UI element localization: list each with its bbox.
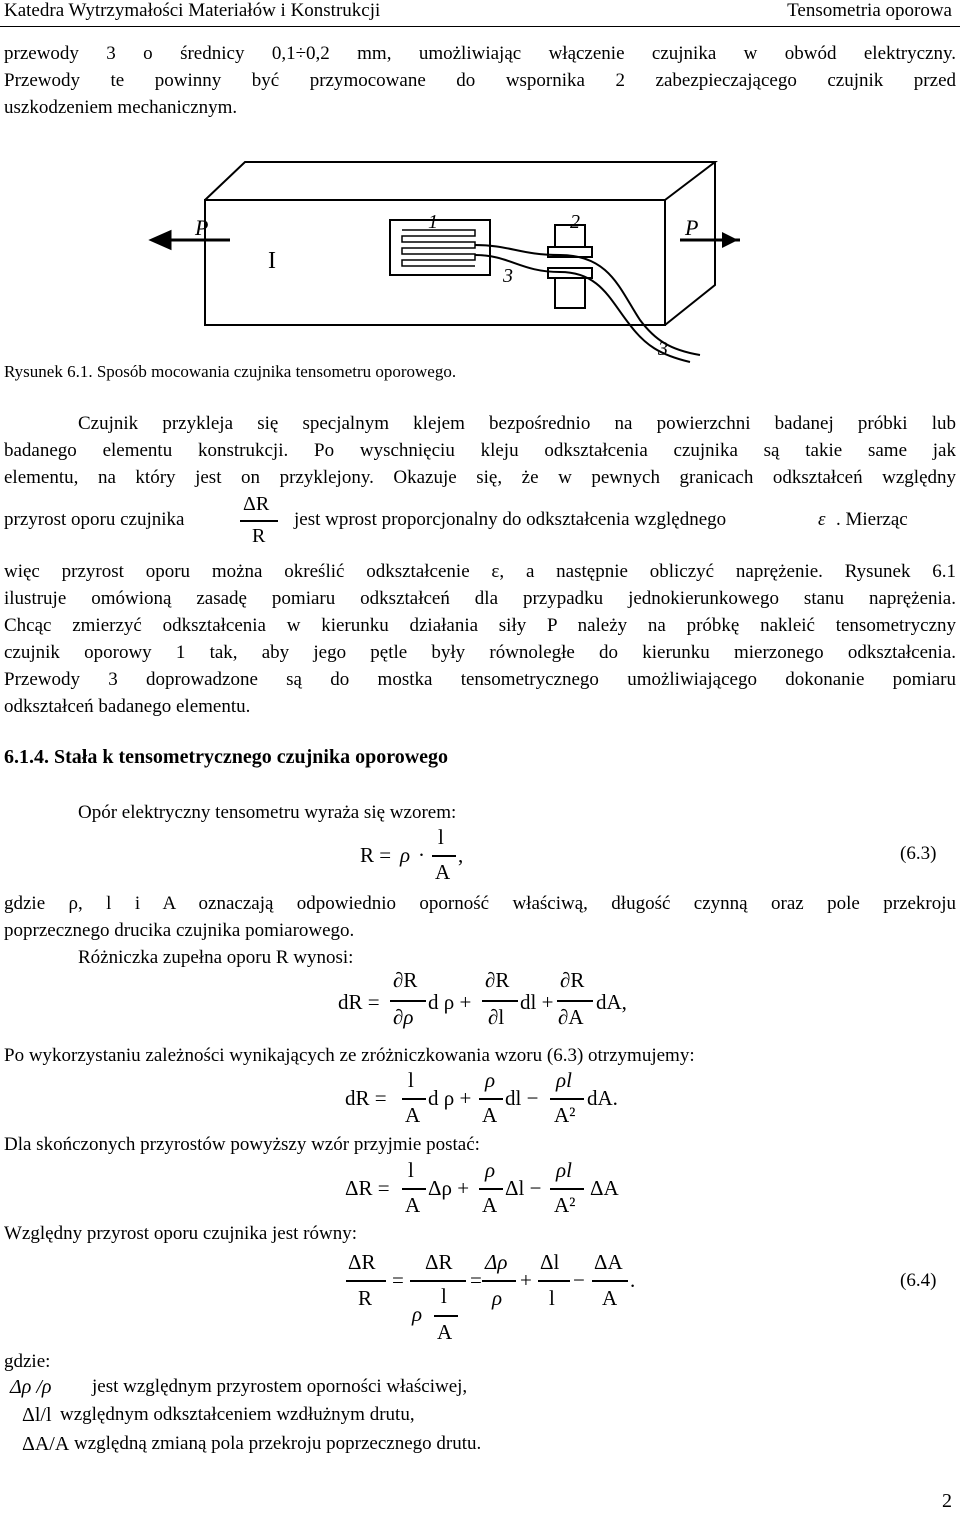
eq3-n1: l bbox=[408, 1158, 414, 1182]
eq63-left: R = bbox=[360, 843, 392, 867]
eq63-bar bbox=[432, 855, 456, 857]
eq64-plus: + bbox=[520, 1268, 532, 1292]
intro-line-2: Przewody te powinny być przymocowane do wspornika 2 zabezpieczającego czujnik przed bbox=[4, 70, 956, 91]
p1-line-4c: . Mierząc bbox=[836, 509, 908, 530]
eq64-eq1: = bbox=[392, 1268, 404, 1292]
paragraph-1 bbox=[4, 410, 956, 491]
eq64-d2d: A bbox=[437, 1320, 453, 1344]
frac-deltaR-den: R bbox=[252, 525, 266, 547]
eq63-number: (6.3) bbox=[900, 843, 937, 864]
eq3-left: ΔR = bbox=[345, 1176, 390, 1200]
b2-line-2: gdzie ρ, l i A oznaczają odpowiednio oporność właściwą, długość czynną oraz pole przekroju bbox=[4, 893, 956, 914]
header-left: Katedra Wytrzymałości Materiałów i Konstrukcji bbox=[4, 0, 381, 21]
eq64-d3: ρ bbox=[492, 1286, 503, 1310]
eq64-d2n: l bbox=[441, 1284, 447, 1308]
specimen-side-face bbox=[665, 162, 715, 325]
specimen-top-face bbox=[205, 162, 715, 200]
eq2-d1: A bbox=[405, 1103, 421, 1127]
eq64-bar3 bbox=[482, 1280, 516, 1282]
frac-deltaR-bar bbox=[240, 520, 278, 522]
b2-line-6: Dla skończonych przyrostów powyższy wzór przyjmie postać: bbox=[4, 1134, 480, 1155]
label-p-right: P bbox=[685, 215, 699, 240]
gdzie-label: gdzie: bbox=[4, 1351, 51, 1372]
eq-dr-bar1 bbox=[390, 1000, 426, 1002]
paragraph-1-cont bbox=[4, 558, 956, 720]
eq2-t3: dA. bbox=[587, 1086, 618, 1110]
section-title: 6.1.4. Stała k tensometrycznego czujnika oporowego bbox=[4, 746, 449, 768]
def2-symbol: Δl/l bbox=[22, 1404, 52, 1426]
eq3-t3: ΔA bbox=[590, 1176, 619, 1200]
eq-dr-partial-r1: ∂R bbox=[393, 968, 418, 992]
eq64-bar2 bbox=[410, 1280, 466, 1282]
p1-line-4b: jest wprost proporcjonalny do odkształcenia względnego bbox=[294, 509, 727, 530]
eq3-bar2 bbox=[479, 1188, 503, 1190]
eq2-bar2 bbox=[479, 1098, 503, 1100]
eq64-d2a: ρ bbox=[412, 1302, 423, 1326]
eq2-d2: A bbox=[482, 1103, 498, 1127]
eq63-num: l bbox=[438, 825, 444, 849]
eq-dr-da: dA, bbox=[596, 990, 627, 1014]
def3-symbol: ΔA/A bbox=[22, 1433, 70, 1455]
eq-dr-left: dR = bbox=[338, 990, 380, 1014]
intro-paragraph bbox=[4, 40, 956, 121]
eq64-d4: l bbox=[549, 1286, 555, 1310]
arrow-left-head bbox=[152, 232, 170, 248]
eq64-n4: Δl bbox=[540, 1250, 560, 1274]
eq63-comma: , bbox=[458, 843, 464, 867]
eq-dr-partial-a: ∂A bbox=[558, 1005, 584, 1029]
def3-text: względną zmianą pola przekroju poprzecznego drutu. bbox=[74, 1433, 482, 1454]
b2-paragraph bbox=[4, 890, 956, 944]
p1-line-5: więc przyrost oporu można określić odkształcenie ε, a następnie obliczyć naprężenie. Rysunek 6.1 bbox=[4, 561, 956, 582]
p1-line-9: Przewody 3 doprowadzone są do mostka tensometrycznego umożliwiającego dokonanie pomiaru bbox=[4, 669, 956, 690]
def2-text: względnym odkształceniem wzdłużnym drutu, bbox=[60, 1404, 415, 1425]
p1-line-4a: przyrost oporu czujnika bbox=[4, 509, 185, 530]
eq64-n2: ΔR bbox=[425, 1250, 453, 1274]
label-p-left: P bbox=[195, 215, 209, 240]
bracket-2 bbox=[548, 225, 592, 308]
eq64-n1: ΔR bbox=[348, 1250, 376, 1274]
eq3-t1: Δρ + bbox=[428, 1176, 470, 1200]
b2-line-3: poprzecznego drucika czujnika pomiarowego. bbox=[4, 920, 355, 941]
eq-dr-bar2 bbox=[482, 1000, 518, 1002]
eq64-bar4 bbox=[538, 1280, 570, 1282]
eq2-bar1 bbox=[402, 1098, 426, 1100]
eq3-bar3 bbox=[550, 1188, 584, 1190]
label-2: 2 bbox=[570, 211, 580, 233]
label-roman-one: I bbox=[268, 248, 276, 274]
b2-line-5: Po wykorzystaniu zależności wynikających ze zróżniczkowania wzoru (6.3) otrzymujemy: bbox=[4, 1045, 695, 1066]
eq-dr-drho: d ρ + bbox=[428, 990, 472, 1014]
header-right: Tensometria oporowa bbox=[787, 0, 952, 21]
intro-line-3: uszkodzeniem mechanicznym. bbox=[4, 97, 238, 118]
eq64-bar1 bbox=[346, 1280, 386, 1282]
eq3-n2: ρ bbox=[485, 1158, 496, 1182]
eq-dr-partial-r2: ∂R bbox=[485, 968, 510, 992]
eq-dr-partial-rho: ∂ρ bbox=[393, 1005, 414, 1029]
eq64-bar5 bbox=[592, 1280, 628, 1282]
eq64-d1: R bbox=[358, 1286, 373, 1310]
figure-caption: Rysunek 6.1. Sposób mocowania czujnika tensometru oporowego. bbox=[4, 362, 457, 381]
p1-line-3: elementu, na który jest on przyklejony. Okazuje się, że w pewnych granicach odkształceń względny bbox=[4, 467, 956, 488]
eq3-n3: ρl bbox=[556, 1158, 572, 1182]
eq2-bar3 bbox=[550, 1098, 584, 1100]
eq-dr-bar3 bbox=[557, 1000, 593, 1002]
eq64-number: (6.4) bbox=[900, 1270, 937, 1291]
eq63-rho: ρ bbox=[400, 843, 411, 867]
eq64-dot: . bbox=[630, 1268, 636, 1292]
label-1: 1 bbox=[428, 211, 438, 233]
p1-line-6: ilustruje omówioną zasadę pomiaru odkształceń dla przypadku jednokierunkowego stanu naprężenia. bbox=[4, 588, 956, 609]
b2-line-4: Różniczka zupełna oporu R wynosi: bbox=[78, 947, 354, 968]
eq64-minus: − bbox=[573, 1268, 585, 1292]
eq64-eq2: = bbox=[470, 1268, 482, 1292]
p1-eps: ε bbox=[818, 509, 826, 530]
eq3-d2: A bbox=[482, 1193, 498, 1217]
eq63-den: A bbox=[435, 860, 451, 884]
intro-line-1: przewody 3 o średnicy 0,1÷0,2 mm, umożliwiając włączenie czujnika w obwód elektryczny. bbox=[4, 43, 956, 64]
eq3-d3: A² bbox=[554, 1193, 576, 1217]
label-3b: 3 bbox=[658, 338, 668, 360]
eq63-dot: · bbox=[418, 843, 425, 867]
eq-dr-partial-l: ∂l bbox=[488, 1005, 505, 1029]
eq2-left: dR = bbox=[345, 1086, 387, 1110]
eq2-t2: dl − bbox=[505, 1086, 539, 1110]
gauge-grid bbox=[402, 230, 475, 266]
eq3-d1: A bbox=[405, 1193, 421, 1217]
b2-line-1: Opór elektryczny tensometru wyraża się wzorem: bbox=[78, 802, 457, 823]
eq2-t1: d ρ + bbox=[428, 1086, 472, 1110]
p1-line-1: Czujnik przykleja się specjalnym klejem bezpośrednio na powierzchni badanej próbki lub bbox=[78, 413, 956, 434]
eq64-bar2-inner bbox=[434, 1315, 458, 1317]
eq-dr-dl: dl + bbox=[520, 990, 554, 1014]
p1-line-7: Chcąc zmierzyć odkształcenia w kierunku działania siły P należy na próbkę nakleić tensometryczny bbox=[4, 615, 956, 636]
eq64-d5: A bbox=[602, 1286, 618, 1310]
eq3-t2: Δl − bbox=[505, 1176, 542, 1200]
p1-line-10: odkształceń badanego elementu. bbox=[4, 696, 251, 717]
arrow-right-head bbox=[722, 232, 738, 248]
eq2-n2: ρ bbox=[485, 1068, 496, 1092]
def1-text: jest względnym przyrostem oporności właściwej, bbox=[92, 1376, 468, 1397]
label-3a: 3 bbox=[503, 265, 513, 287]
eq2-n3: ρl bbox=[556, 1068, 572, 1092]
def1-symbol: Δρ /ρ bbox=[10, 1376, 52, 1398]
eq-dr-partial-r3: ∂R bbox=[560, 968, 585, 992]
eq3-bar1 bbox=[402, 1188, 426, 1190]
frac-deltaR-num: ΔR bbox=[243, 493, 270, 515]
b2-line-7: Względny przyrost oporu czujnika jest równy: bbox=[4, 1223, 357, 1244]
page-number: 2 bbox=[942, 1490, 952, 1512]
eq64-n5: ΔA bbox=[594, 1250, 623, 1274]
page-header bbox=[0, 0, 960, 27]
p1-line-8: czujnik oporowy 1 tak, aby jego pętle były równoległe do kierunku mierzonego odkształcenia. bbox=[4, 642, 956, 663]
eq2-n1: l bbox=[408, 1068, 414, 1092]
figure-strain-gauge bbox=[140, 150, 740, 365]
eq2-d3: A² bbox=[554, 1103, 576, 1127]
eq64-n3: Δρ bbox=[485, 1250, 508, 1274]
p1-line-2: badanego elementu konstrukcji. Po wyschnięciu kleju odkształcenia czujnika są takie same jak bbox=[4, 440, 956, 461]
